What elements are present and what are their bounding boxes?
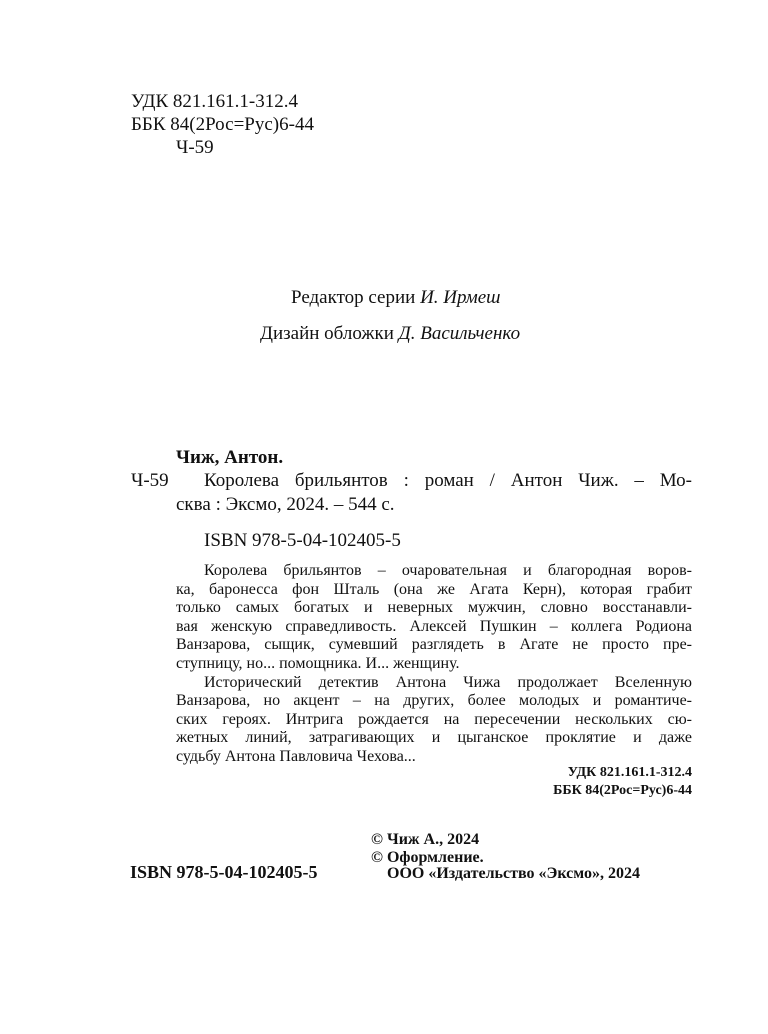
annotation-line: Королева брильянтов – очаровательная и благородная воров- [204, 562, 692, 579]
footer-isbn: ISBN 978-5-04-102405-5 [130, 862, 318, 882]
annotation-line: жетных линий, затрагивающих и цыганское проклятие и даже [176, 729, 692, 746]
annotation-line: только самых богатых и неверных мужчин, словно восстанавли- [176, 599, 692, 616]
editor-name: И. Ирмеш [420, 287, 501, 308]
author-sign: Ч-59 [176, 137, 214, 158]
annotation-bbk: ББК 84(2Рос=Рус)6-44 [553, 783, 692, 798]
publisher: ООО «Издательство «Эксмо», 2024 [387, 865, 640, 882]
annotation-line: вая женскую справедливость. Алексей Пушкин – коллега Родиона [176, 618, 692, 635]
annotation-line: ступницу, но... помощника. И... женщину. [176, 655, 460, 672]
copyright-author: © Чиж А., 2024 [371, 831, 480, 848]
annotation-udk: УДК 821.161.1-312.4 [567, 765, 692, 780]
annotation-line: Исторический детектив Антона Чижа продолжает Вселенную [204, 674, 692, 691]
udk-code: УДК 821.161.1-312.4 [131, 91, 298, 112]
annotation-line: судьбу Антона Павловича Чехова... [176, 748, 416, 765]
bbk-code: ББК 84(2Рос=Рус)6-44 [131, 114, 314, 135]
annotation-line: Ванзарова, сыщик, сумевший разглядеть в Агате не просто пре- [176, 636, 692, 653]
record-author: Чиж, Антон. [176, 447, 284, 468]
annotation-line: ка, баронесса фон Шталь (она же Агата Керн), которая грабит [176, 581, 692, 598]
record-title-line: сква : Эксмо, 2024. – 544 с. [176, 494, 395, 515]
design-name: Д. Васильченко [398, 323, 521, 344]
record-isbn: ISBN 978-5-04-102405-5 [204, 530, 401, 551]
copyright-design: © Оформление. [371, 849, 484, 866]
series-editor [291, 288, 500, 307]
editor-label: Редактор серии [291, 287, 416, 308]
record-code: Ч-59 [131, 470, 169, 491]
annotation-line: ских героях. Интрига рождается на пересечении нескольких сю- [176, 711, 692, 728]
cover-designer [260, 324, 520, 343]
record-title-line: Королева брильянтов : роман / Антон Чиж. – Мо- [204, 470, 692, 491]
design-label: Дизайн обложки [260, 323, 394, 344]
annotation-line: Ванзарова, но акцент – на других, более молодых и романтиче- [176, 692, 692, 709]
